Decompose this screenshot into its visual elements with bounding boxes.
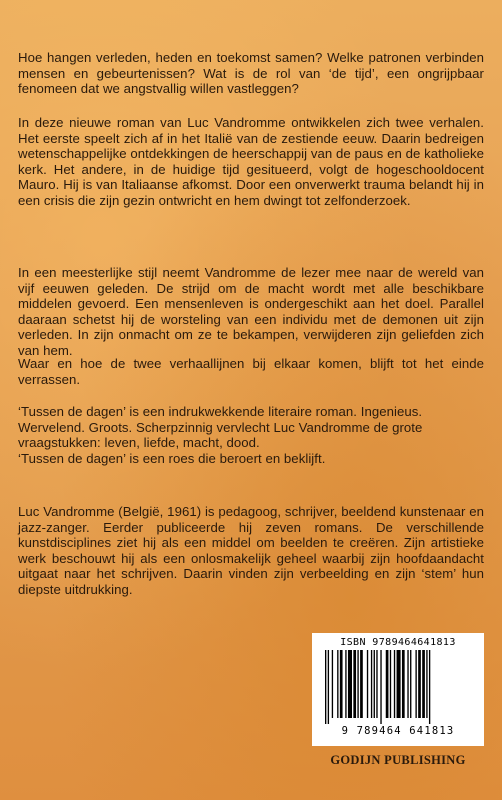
barcode-bar xyxy=(386,650,389,718)
barcode-bar xyxy=(426,650,427,718)
barcode-bar xyxy=(376,650,377,718)
barcode-bar xyxy=(337,650,338,718)
barcode-bar xyxy=(340,650,343,718)
barcode-bar xyxy=(357,650,358,718)
author-bio-paragraph: Luc Vandromme (België, 1961) is pedagoog, schrijver, beeldend kunstenaar en jazz-zanger. Eerder publiceerde hij zeven romans. De verschillende kunstdisciplines ziet hij als een middel om beelden te creëren. Zijn artistieke werk beschouwt hij als een onlosmakelijk geheel waarbij zijn hoofdaandacht uitgaat naar het schrijven. Daarin vinden zijn verbeelding en zijn ‘stem’ hun diepste uitdrukking. xyxy=(18,504,484,597)
barcode-bar xyxy=(402,650,405,718)
barcode-bar xyxy=(380,650,381,724)
barcode-bar xyxy=(345,650,346,718)
isbn-barcode xyxy=(312,633,484,746)
review-line: Wervelend. Groots. Scherpzinnig vervlecht Luc Vandromme de grote xyxy=(18,419,423,435)
isbn-label: ISBN 9789464641813 xyxy=(340,637,456,648)
style-paragraph: In een meesterlijke stijl neemt Vandromme de lezer mee naar de wereld van vijf eeuwen geleden. De strijd om de macht wordt met alle beschikbare middelen gevoerd. Een mensenleven is ondergeschikt aan het doel. Parallel daaraan schetst hij de worsteling van een individu met de demonen uit zijn verleden. In zijn onmacht om ze te bekampen, verwijderen zijn geliefden zich van hem. xyxy=(18,265,484,358)
barcode-bar xyxy=(410,650,411,718)
barcode-bar xyxy=(353,650,356,718)
review-line: ‘Tussen de dagen’ is een indrukwekkende literaire roman. Ingenieus. xyxy=(18,404,423,419)
barcode-digits: 9 789464 641813 xyxy=(341,725,455,737)
barcode-bar xyxy=(397,650,401,718)
barcode-bar xyxy=(422,650,425,718)
barcode-bar xyxy=(360,650,363,718)
ending-paragraph: Waar en hoe de twee verhaallijnen bij elkaar komen, blijft tot het einde verrassen. xyxy=(18,356,484,387)
synopsis-paragraph: In deze nieuwe roman van Luc Vandromme ontwikkelen zich twee verhalen. Het eerste speelt zich af in het Italië van de zestiende eeuw. Daarin bedreigen wetenschappelijke ontdekkingen de heerschappij van de paus en de katholieke kerk. Het andere, in de huidige tijd gesitueerd, volgt de hogeschooldocent Mauro. Hij is van Italiaanse afkomst. Door een onverwerkt trauma belandt hij in een crisis die zijn gezin ontwricht en hem dwingt tot zelfonderzoek. xyxy=(18,115,484,208)
barcode-bar xyxy=(429,650,430,724)
barcode-bar xyxy=(374,650,375,718)
barcode-bar xyxy=(371,650,372,718)
intro-paragraph: Hoe hangen verleden, heden en toekomst samen? Welke patronen verbinden mensen en gebeurtenissen? Wat is de rol van ‘de tijd’, een ongrijpbaar fenomeen dat we angstvallig willen vastleggen? xyxy=(18,50,484,97)
barcode-bar xyxy=(415,650,416,718)
barcode-bar xyxy=(348,650,352,718)
barcode-bar xyxy=(328,650,329,724)
barcode-bar xyxy=(390,650,391,718)
review-line: ‘Tussen de dagen’ is een roes die beroert en beklijft. xyxy=(18,450,326,466)
barcode-bar xyxy=(332,650,333,718)
barcode-bar xyxy=(407,650,408,718)
review-line: vraagstukken: leven, liefde, macht, dood. xyxy=(18,435,260,451)
barcode-bar xyxy=(325,650,326,724)
barcode-bar xyxy=(394,650,395,718)
review-quote xyxy=(18,404,484,466)
barcode-bars xyxy=(323,650,473,724)
barcode-bar xyxy=(418,650,421,718)
barcode-bar xyxy=(367,650,368,718)
publisher-name: GODIJN PUBLISHING xyxy=(330,753,466,767)
